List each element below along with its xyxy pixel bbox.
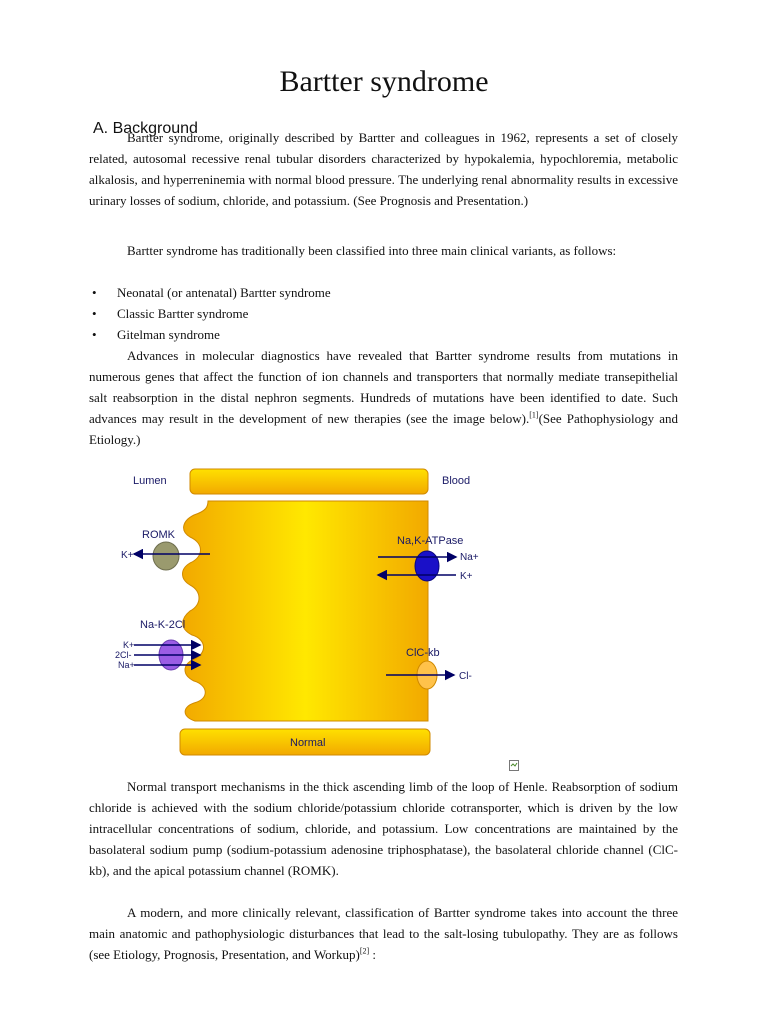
figure-caption: Normal transport mechanisms in the thick ascending limb of the loop of Henle. Reabsorption of sodium chloride is achieved with the sodium chloride/potassium chloride cotransporter, which is driven by the low intracellular concentrations of sodium, chloride, and potassium. Low concentrations are maintained by the basolateral sodium pump (sodium-potassium adenosine triphosphatase), the basolateral chloride channel (ClC-kb), and the apical potassium channel (ROMK). <box>89 779 678 878</box>
nkcc-k-label: K+ <box>123 640 135 650</box>
normal-label: Normal <box>290 737 326 749</box>
citation-link[interactable]: [2] <box>359 946 370 956</box>
paragraph-molecular <box>89 345 678 450</box>
romk-ion-label: K+ <box>121 550 134 561</box>
paragraph-classification <box>89 902 678 965</box>
list-item: • Gitelman syndrome <box>89 324 331 345</box>
section-heading: A. Background <box>93 120 198 137</box>
page-title: Bartter syndrome <box>279 65 489 98</box>
romk-label: ROMK <box>142 529 175 541</box>
atpase-na-label: Na+ <box>460 552 479 563</box>
citation-link[interactable]: [1] <box>529 410 539 420</box>
paragraph-molecular-text: Advances in molecular diagnostics have revealed that Bartter syndrome results from mutations in numerous genes that affect the function of ion channels and transporters that normally mediate transepithelial salt reabsorption in the distal nephron segments. Hundreds of mutations have been identified to date. Such advances may result in the development of new therapies (see the image below). <box>89 348 678 426</box>
lumen-label: Lumen <box>133 475 167 487</box>
clckb-ion-label: Cl- <box>459 671 472 682</box>
thick-ascending-limb-figure <box>90 459 520 767</box>
list-item: • Neonatal (or antenatal) Bartter syndrome <box>89 282 331 303</box>
top-membrane <box>190 469 428 494</box>
blood-label: Blood <box>442 475 471 487</box>
clckb-label: ClC-kb <box>406 647 440 659</box>
romk-channel-icon <box>153 542 179 570</box>
nkcc-label: Na-K-2Cl <box>140 619 186 631</box>
variant-list <box>89 282 331 345</box>
nkcc-cl-label: 2Cl- <box>115 650 132 660</box>
paragraph-variants-intro: Bartter syndrome has traditionally been classified into three main clinical variants, as follows: <box>127 243 617 258</box>
atpase-k-label: K+ <box>460 571 473 582</box>
paragraph-classification-text: A modern, and more clinically relevant, classification of Bartter syndrome takes into account the three main anatomic and pathophysiologic disturbances that lead to the salt-losing tubulopathy. They are as follows (see Etiology, Prognosis, Presentation, and Workup) <box>89 905 678 962</box>
atpase-label: Na,K-ATPase <box>397 535 464 547</box>
paragraph-intro: Bartter syndrome, originally described by Bartter and colleagues in 1962, represents a set of closely related, autosomal recessive renal tubular disorders characterized by hypokalemia, hypochloremia, metabolic alkalosis, and hyperreninemia with normal blood pressure. The underlying renal abnormality results in excessive urinary losses of sodium, chloride, and potassium. (See Prognosis and Presentation.) <box>89 130 678 208</box>
tubular-cell <box>183 501 429 721</box>
atpase-pump-icon <box>415 551 439 581</box>
paragraph-molecular-tail: (See Pathophysiology and Etiology.) <box>89 411 679 447</box>
broken-image-icon <box>509 760 519 771</box>
paragraph-classification-tail: : <box>369 947 377 962</box>
list-item: • Classic Bartter syndrome <box>89 303 331 324</box>
nkcc-na-label: Na+ <box>118 660 135 670</box>
